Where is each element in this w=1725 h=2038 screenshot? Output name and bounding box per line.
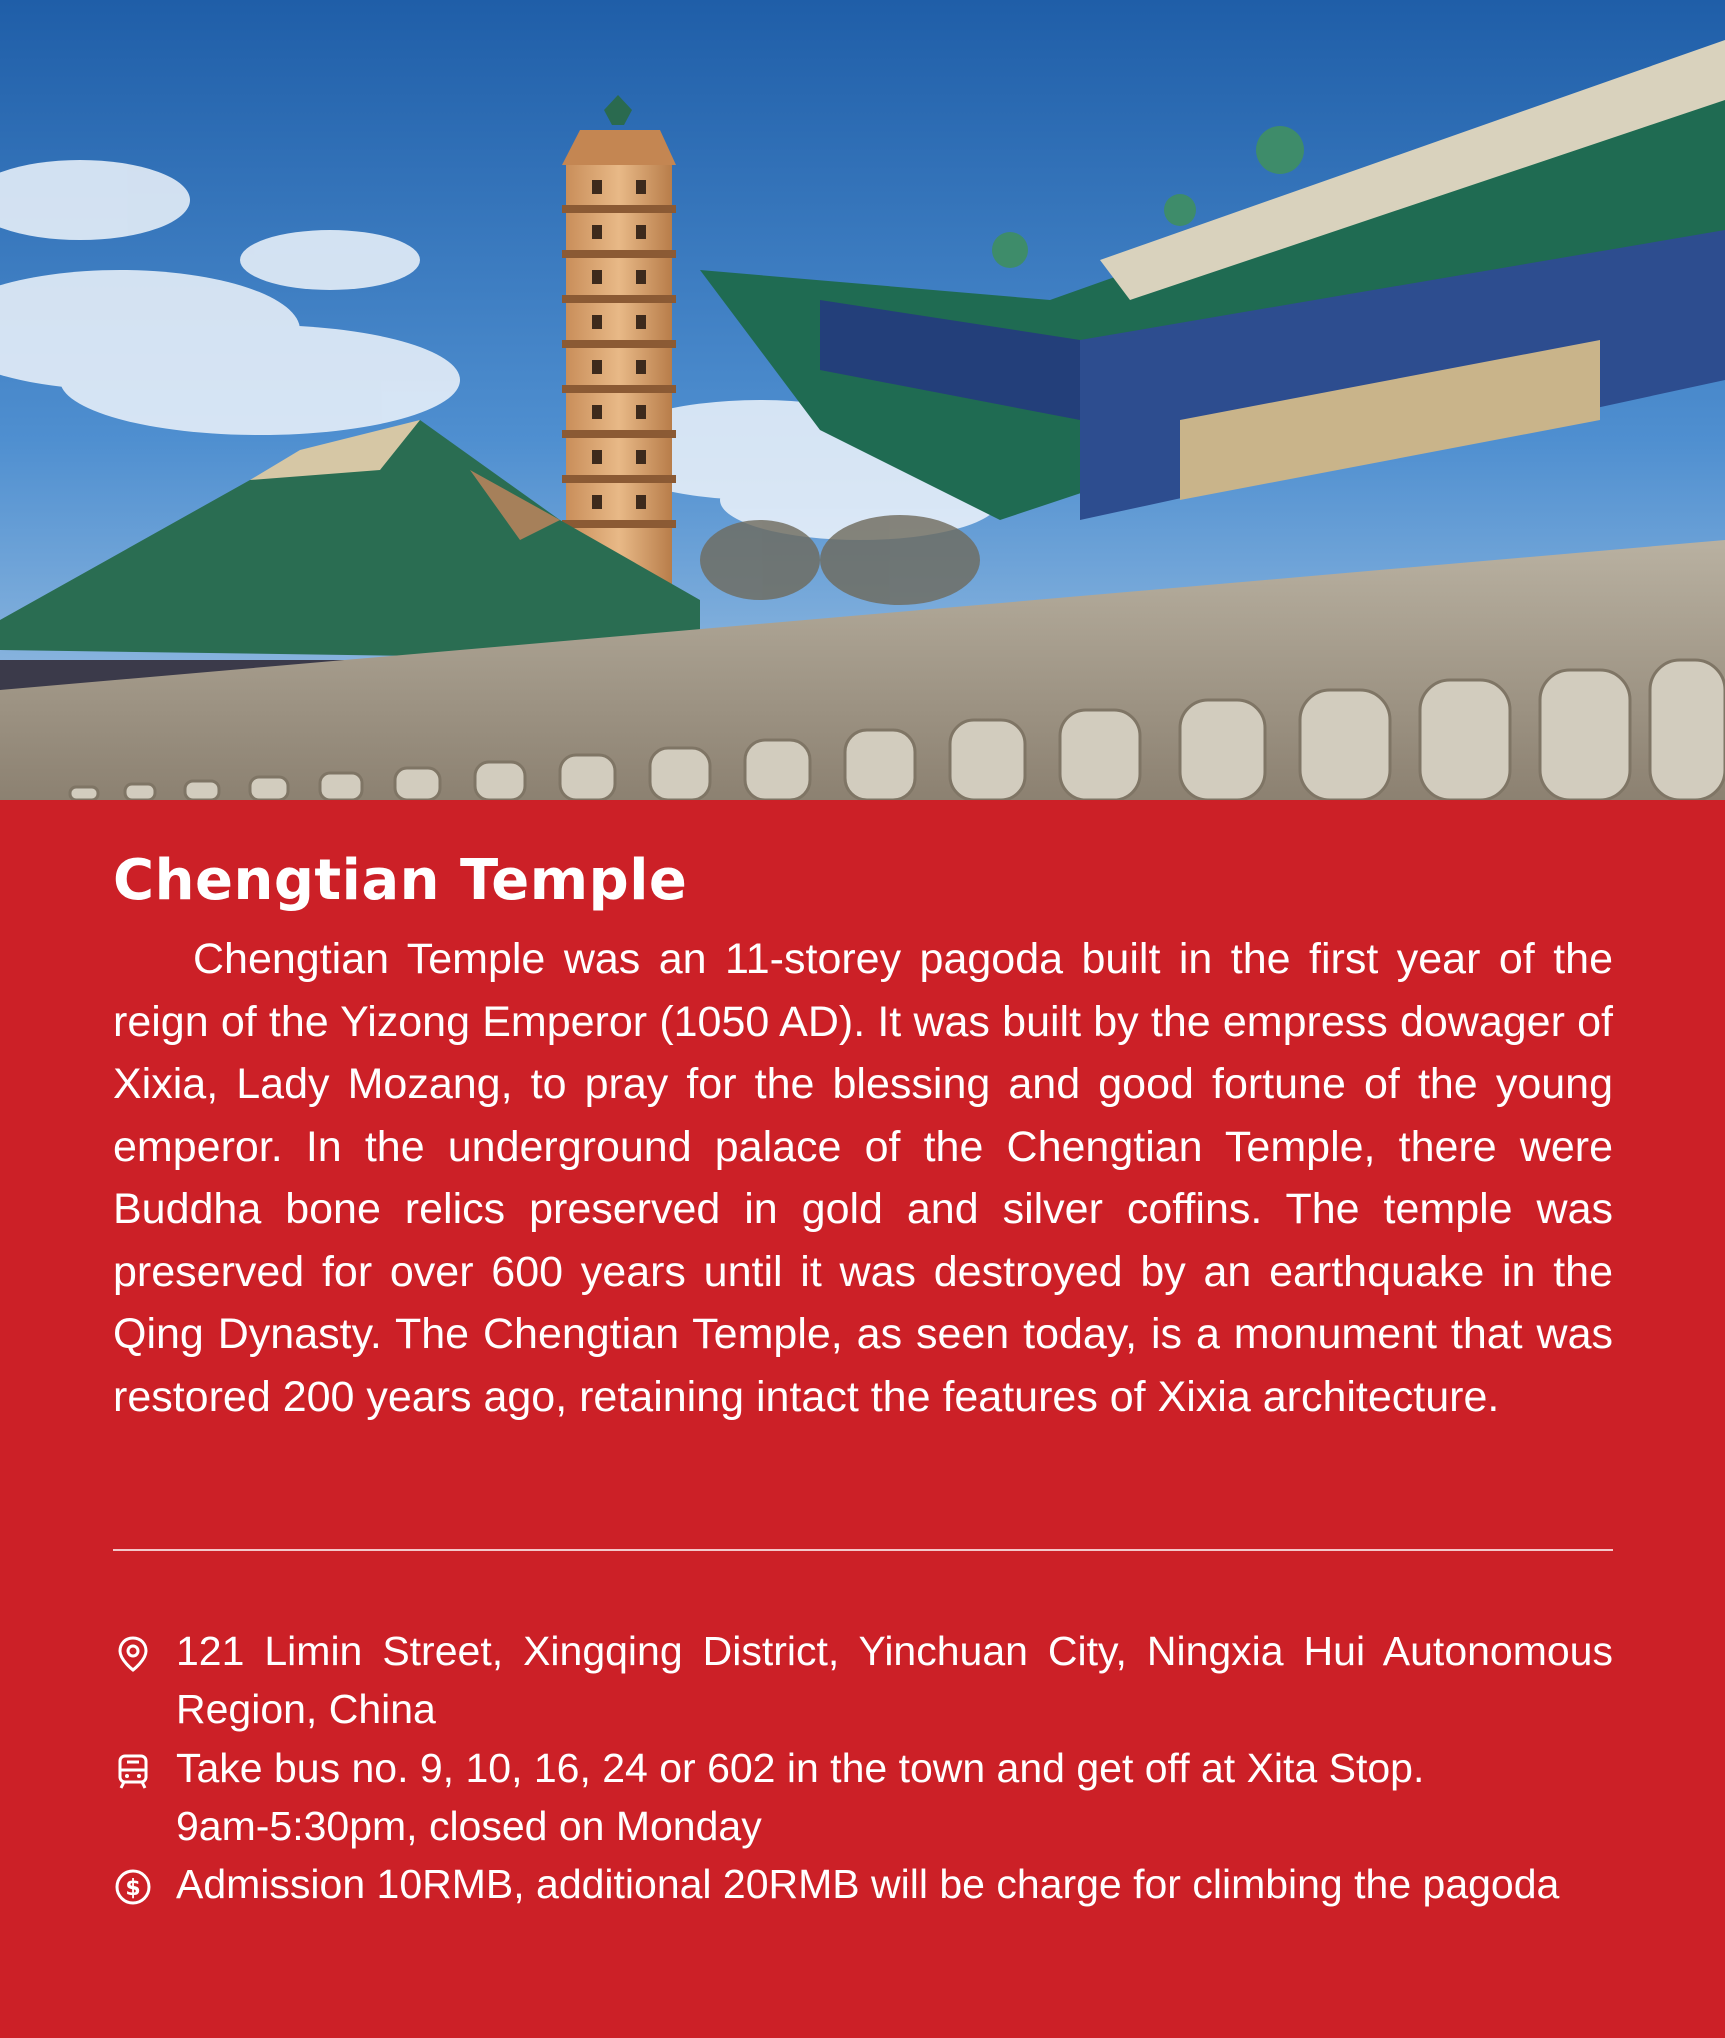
article-body: Chengtian Temple was an 11-storey pagoda built in the first year of the reign of the Yizong Emperor (1050 AD). It was built by the empress dowager of Xixia, Lady Mozang, to pray for the blessing and good fortune of the young emperor. In the underground palace of the Chengtian Temple, there were Buddha bone relics preserved in gold and silver coffins. The temple was preserved for over 600 years until it was destroyed by an earthquake in the Qing Dynasty. The Chengtian Temple, as seen today, is a monument that was restored 200 years ago, retaining intact the features of Xixia architecture. <box>113 935 1613 1421</box>
bus-icon <box>113 1751 153 1791</box>
svg-text:$: $ <box>125 1876 141 1901</box>
transport-line-1: Take bus no. 9, 10, 16, 24 or 602 in the town and get off at Xita Stop. <box>176 1745 1425 1791</box>
admission-info <box>113 1855 1613 1913</box>
opening-hours: 9am-5:30pm, closed on Monday <box>176 1803 762 1849</box>
page-title: Chengtian Temple <box>113 848 688 913</box>
dollar-coin-icon <box>113 1867 153 1907</box>
divider <box>113 1549 1613 1551</box>
address-info <box>113 1622 1613 1738</box>
temple-photo <box>0 0 1725 800</box>
location-pin-icon <box>113 1634 153 1674</box>
address-text: 121 Limin Street, Xingqing District, Yinchuan City, Ningxia Hui Autonomous Region, China <box>176 1628 1613 1732</box>
admission-text: Admission 10RMB, additional 20RMB will be charge for climbing the pagoda <box>176 1861 1560 1907</box>
transport-info <box>113 1739 1613 1855</box>
